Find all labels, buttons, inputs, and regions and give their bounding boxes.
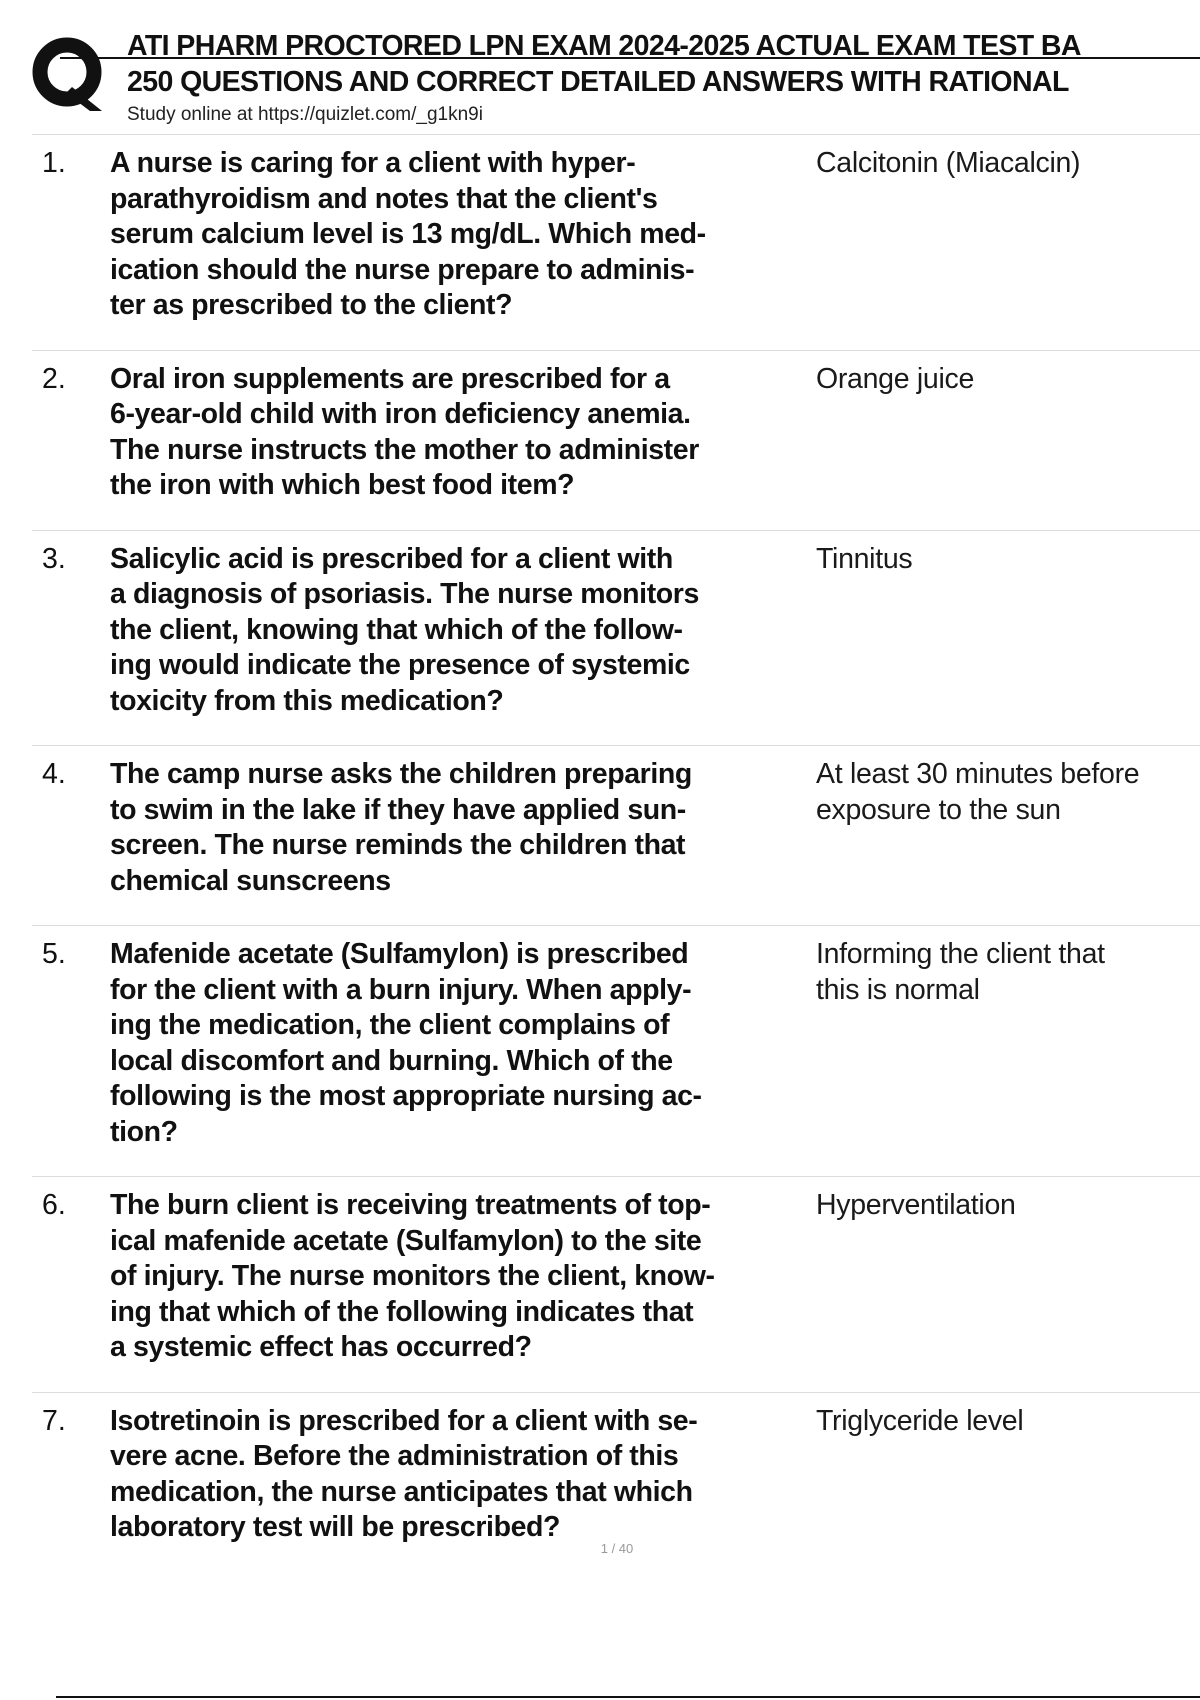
answer-line: Informing the client that — [816, 938, 1105, 970]
question-line: the client, knowing that which of the follow- — [110, 613, 683, 646]
question-line: Isotretinoin is prescribed for a client with se- — [110, 1404, 698, 1437]
study-prefix: Study online at — [127, 104, 258, 125]
question-line: local discomfort and burning. Which of the — [110, 1044, 673, 1077]
question-line: a diagnosis of psoriasis. The nurse monitors — [110, 578, 699, 610]
question-line: chemical sunscreens — [110, 864, 391, 897]
question-text — [110, 146, 804, 324]
answer-text — [804, 1404, 1023, 1546]
page-number: 1 / 40 — [600, 1541, 634, 1556]
answer-text — [804, 757, 1139, 899]
qa-row — [32, 1177, 1200, 1393]
qa-row — [32, 351, 1200, 531]
qa-row — [32, 746, 1200, 926]
question-line: 6-year-old child with iron deficiency anemia. — [110, 398, 691, 430]
qa-row — [32, 531, 1200, 747]
question-line: The burn client is receiving treatments of top- — [110, 1189, 711, 1221]
question-line: Salicylic acid is prescribed for a client with — [110, 542, 673, 575]
answer-line: Orange juice — [816, 362, 974, 395]
answer-line: Triglyceride level — [816, 1404, 1024, 1437]
question-line: ication should the nurse prepare to adminis- — [110, 253, 695, 286]
question-line: serum calcium level is 13 mg/dL. Which med- — [110, 218, 706, 250]
question-line: The camp nurse asks the children preparing — [110, 758, 692, 790]
question-number: 1. — [42, 147, 66, 179]
question-line: A nurse is caring for a client with hyper- — [110, 147, 636, 179]
question-line: ing the medication, the client complains of — [110, 1009, 670, 1041]
footer-rule — [56, 1696, 1200, 1698]
question-line: of injury. The nurse monitors the client, know- — [110, 1260, 715, 1292]
question-text — [110, 937, 804, 1150]
study-link[interactable]: https://quizlet.com/_g1kn9i — [257, 104, 483, 125]
answer-text — [804, 542, 912, 720]
question-number: 5. — [42, 938, 66, 970]
question-number: 2. — [42, 362, 66, 395]
qa-row — [32, 926, 1200, 1177]
question-line: toxicity from this medication? — [110, 684, 504, 717]
question-line: Oral iron supplements are prescribed for a — [110, 362, 670, 395]
qa-row — [32, 135, 1200, 351]
answer-line: Hyperventilation — [816, 1189, 1016, 1221]
question-line: for the client with a burn injury. When apply- — [110, 973, 692, 1006]
answer-line: this is normal — [816, 973, 980, 1006]
question-line: ical mafenide acetate (Sulfamylon) to the site — [110, 1224, 702, 1257]
document-title-line-1: ATI PHARM PROCTORED LPN EXAM 2024-2025 ACTUAL EXAM TEST BA — [127, 30, 1081, 62]
answer-text — [804, 1188, 1016, 1366]
question-line: screen. The nurse reminds the children that — [110, 829, 686, 861]
question-number: 7. — [42, 1404, 66, 1437]
document-title-line-2: 250 QUESTIONS AND CORRECT DETAILED ANSWERS WITH RATIONAL — [127, 66, 1069, 98]
question-line: Mafenide acetate (Sulfamylon) is prescribed — [110, 938, 689, 970]
question-line: ter as prescribed to the client? — [110, 289, 513, 321]
answer-line: Calcitonin (Miacalcin) — [816, 147, 1081, 179]
question-line: ing that which of the following indicates that — [110, 1295, 694, 1328]
question-line: a systemic effect has occurred? — [110, 1331, 532, 1363]
question-line: The nurse instructs the mother to administer — [110, 433, 699, 466]
page-header — [0, 0, 1200, 135]
question-line: parathyroidism and notes that the client's — [110, 182, 658, 215]
question-number: 6. — [42, 1189, 66, 1221]
answer-text — [804, 937, 1105, 1150]
answer-line: Tinnitus — [816, 542, 913, 575]
question-line: medication, the nurse anticipates that which — [110, 1475, 693, 1508]
question-number: 3. — [42, 542, 66, 575]
answer-line: At least 30 minutes before — [816, 758, 1140, 790]
question-line: vere acne. Before the administration of this — [110, 1440, 679, 1472]
question-text — [110, 362, 804, 504]
question-text — [110, 542, 804, 720]
question-line: laboratory test will be prescribed? — [110, 1511, 561, 1543]
question-line: to swim in the lake if they have applied sun- — [110, 793, 686, 826]
question-answer-list — [32, 134, 1200, 1572]
question-line: ing would indicate the presence of systemic — [110, 649, 690, 681]
quizlet-q-logo-icon — [32, 35, 104, 111]
question-line: the iron with which best food item? — [110, 469, 575, 501]
answer-line: exposure to the sun — [816, 793, 1061, 826]
question-line: tion? — [110, 1115, 178, 1148]
question-text — [110, 1188, 804, 1366]
question-number: 4. — [42, 758, 66, 790]
question-line: following is the most appropriate nursing ac- — [110, 1080, 702, 1112]
question-text — [110, 1404, 804, 1546]
answer-text — [804, 362, 974, 504]
study-online-line — [127, 104, 483, 126]
question-text — [110, 757, 804, 899]
answer-text — [804, 146, 1080, 324]
